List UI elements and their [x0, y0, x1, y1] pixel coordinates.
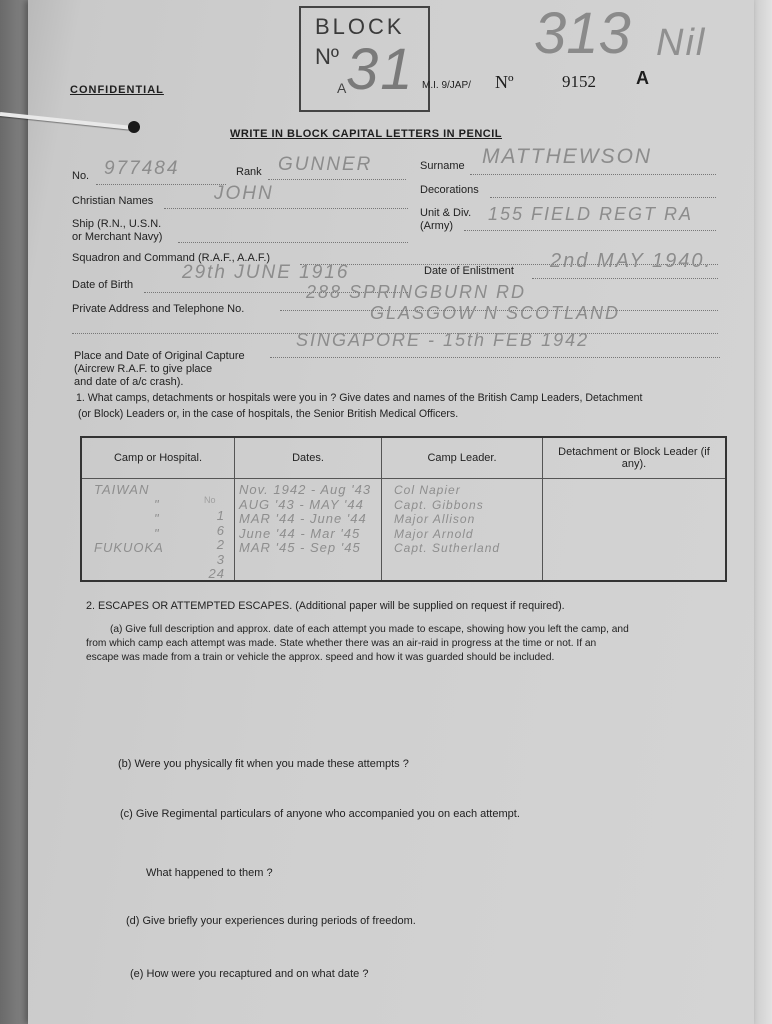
camp-no-cell: 3	[216, 551, 225, 567]
squadron-label: Squadron and Command (R.A.F., A.A.F.)	[72, 252, 271, 264]
no-dotline	[96, 184, 226, 185]
question-1-line-1: 1. What camps, detachments or hospitals were you in ? Give dates and names of the British Camp Leaders, Detachment	[76, 392, 643, 404]
header-camp: Camp or Hospital.	[81, 437, 235, 479]
number-label: Nº	[495, 72, 514, 92]
stamp-line-3: A	[337, 80, 347, 96]
leader-cell: Capt. Sutherland	[394, 541, 501, 555]
header-detachment: Detachment or Block Leader (if any).	[543, 437, 727, 479]
question-2c: (c) Give Regimental particulars of anyone who accompanied you on each attempt.	[120, 808, 520, 820]
unit-label-2: (Army)	[420, 220, 453, 232]
camp-no-cell: 2	[216, 537, 225, 552]
dates-column	[235, 479, 382, 582]
form-code: M.I. 9/JAP/	[422, 80, 471, 91]
unit-dotline	[464, 230, 716, 231]
address-line-1: 288 SPRINGBURN RD	[306, 282, 527, 302]
leaders-column	[382, 479, 543, 582]
question-2c-follow: What happened to them ?	[146, 867, 273, 879]
capture-value: SINGAPORE - 15th FEB 1942	[296, 330, 590, 350]
dates-cell: MAR '44 - June '44	[239, 511, 367, 526]
surname-dotline	[470, 174, 716, 175]
rank-label: Rank	[236, 166, 262, 178]
christian-names-label: Christian Names	[72, 195, 154, 207]
christian-names-value: JOHN	[214, 183, 274, 204]
surname-label: Surname	[420, 160, 465, 172]
no-label: No.	[72, 170, 90, 182]
dates-cell: Nov. 1942 - Aug '43	[239, 482, 372, 497]
christian-names-dotline	[164, 208, 408, 209]
camps-table	[80, 436, 727, 582]
enlistment-label: Date of Enlistment	[424, 265, 514, 277]
instruction-heading: WRITE IN BLOCK CAPITAL LETTERS IN PENCIL	[230, 128, 502, 140]
rank-dotline	[268, 179, 406, 180]
question-2a-line-1: (a) Give full description and approx. date of each attempt you made to escape, showing how you left the camp, and	[110, 624, 629, 635]
capture-label-1: Place and Date of Original Capture	[74, 350, 245, 362]
detachment-column	[543, 479, 727, 582]
leader-cell: Capt. Gibbons	[394, 497, 484, 512]
address-line-2: GLASGOW N SCOTLAND	[370, 303, 621, 323]
camp-no-cell: 6	[216, 522, 225, 538]
question-2-title: 2. ESCAPES OR ATTEMPTED ESCAPES. (Additional paper will be supplied on request if required).	[86, 600, 565, 612]
address-label: Private Address and Telephone No.	[72, 303, 245, 315]
unit-label-1: Unit & Div.	[420, 207, 472, 219]
number-value: 9152	[562, 72, 596, 91]
leader-cell: Major Allison	[394, 512, 476, 526]
camp-cell: TAIWAN	[94, 482, 150, 497]
dates-cell: MAR '45 - Sep '45	[239, 540, 361, 555]
enlistment-value: 2nd MAY 1940.	[550, 250, 713, 272]
camps-column	[81, 479, 235, 582]
top-hand-annotation: Nil	[656, 22, 707, 64]
decorations-label: Decorations	[420, 184, 479, 196]
enlistment-dotline	[532, 278, 718, 279]
dates-cell: June '44 - Mar '45	[239, 525, 361, 541]
camp-cell: FUKUOKA	[94, 540, 164, 555]
top-hand-number: 313	[534, 1, 631, 66]
ship-dotline	[178, 242, 408, 243]
capture-label-3: and date of a/c crash).	[74, 376, 184, 388]
camp-cell: "	[154, 511, 160, 526]
number-suffix: A	[636, 68, 649, 88]
dates-cell: AUG '43 - MAY '44	[239, 496, 364, 512]
rank-value: GUNNER	[278, 154, 373, 175]
camp-no-cell: 24	[208, 566, 225, 581]
no-column-label: No	[204, 495, 216, 505]
stamp-line-2: Nº	[315, 44, 339, 69]
stamp-line-1: BLOCK	[315, 14, 405, 39]
ship-label-2: or Merchant Navy)	[72, 231, 163, 243]
no-value: 977484	[104, 158, 180, 179]
ship-label-1: Ship (R.N., U.S.N.	[72, 218, 162, 230]
header-leader: Camp Leader.	[382, 437, 543, 479]
question-2e: (e) How were you recaptured and on what date ?	[130, 968, 369, 980]
punch-hole	[128, 121, 140, 133]
camp-no-cell: 1	[216, 508, 225, 523]
leader-cell: Col Napier	[394, 483, 461, 497]
leader-cell: Major Arnold	[394, 526, 474, 541]
capture-dotline	[270, 357, 720, 358]
confidential-label: CONFIDENTIAL	[70, 84, 164, 96]
unit-value: 155 FIELD REGT RA	[488, 204, 694, 224]
question-2a-line-3: escape was made from a train or vehicle the approx. speed and how it was guarded should be included.	[86, 652, 555, 663]
question-2b: (b) Were you physically fit when you made these attempts ?	[118, 758, 409, 770]
surname-value: MATTHEWSON	[482, 145, 653, 168]
question-2a-line-2: from which camp each attempt was made. State whether there was an air-raid in progress at the time or not. If an	[86, 638, 597, 649]
camp-cell: "	[154, 496, 160, 512]
question-1-line-2: (or Block) Leaders or, in the case of hospitals, the Senior British Medical Officers.	[78, 408, 459, 420]
stamp-hand-number: 31	[346, 37, 415, 102]
header-dates: Dates.	[235, 437, 382, 479]
dob-label: Date of Birth	[72, 279, 134, 291]
capture-label-2: (Aircrew R.A.F. to give place	[74, 363, 213, 375]
dob-value: 29th JUNE 1916	[182, 262, 350, 283]
question-2d: (d) Give briefly your experiences during periods of freedom.	[126, 915, 416, 927]
decorations-dotline	[490, 197, 716, 198]
camp-cell: "	[154, 525, 160, 541]
